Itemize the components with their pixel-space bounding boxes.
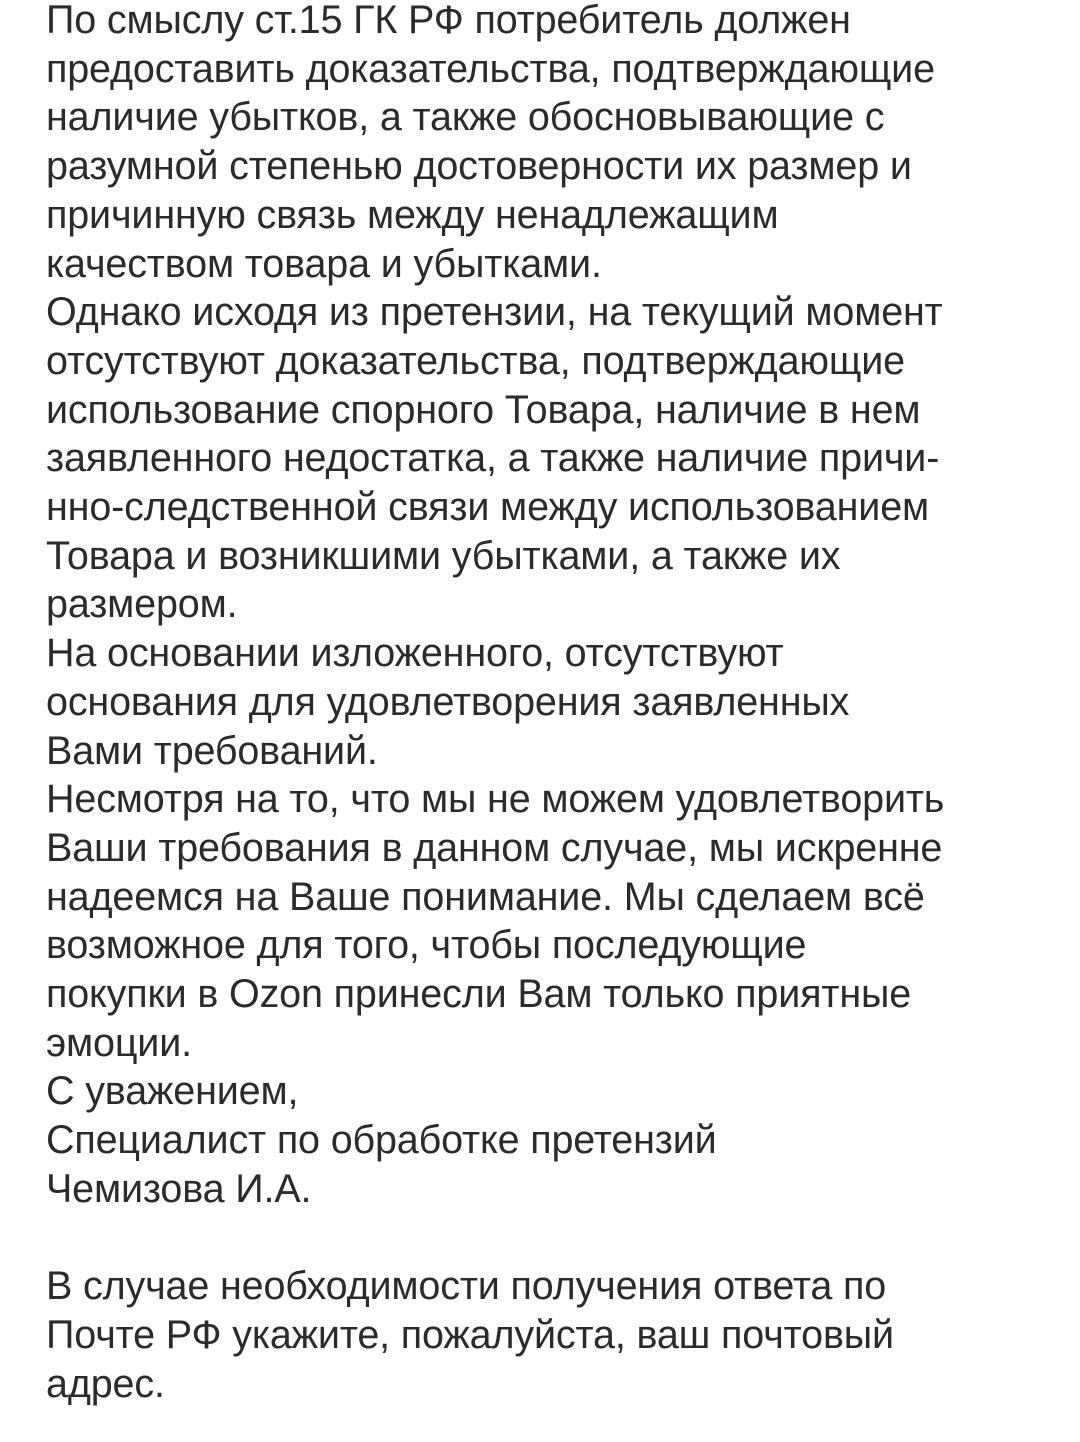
text-line: размером. bbox=[46, 582, 238, 627]
text-line: заявленного недостатка, а также наличие причи- bbox=[46, 436, 940, 481]
signature bbox=[46, 1067, 1056, 1213]
message-text bbox=[46, 0, 1056, 1408]
text-line: нно-следственной связи между использованием bbox=[46, 485, 930, 530]
text-line: покупки в Ozon принесли Вам только приятные bbox=[46, 972, 912, 1017]
text-line: Почте РФ укажите, пожалуйста, ваш почтовый bbox=[46, 1312, 894, 1357]
text-line: В случае необходимости получения ответа по bbox=[46, 1264, 887, 1309]
text-line: возможное для того, чтобы последующие bbox=[46, 923, 807, 968]
text-line: отсутствуют доказательства, подтверждающие bbox=[46, 338, 905, 383]
text-line: эмоции. bbox=[46, 1020, 192, 1065]
signature-greeting: С уважением, bbox=[46, 1069, 299, 1114]
text-line: Однако исходя из претензии, на текущий момент bbox=[46, 290, 943, 335]
text-line: Товара и возникшими убытками, а также их bbox=[46, 533, 841, 578]
paragraph-conclusion bbox=[46, 629, 1056, 775]
text-line: На основании изложенного, отсутствуют bbox=[46, 631, 784, 676]
text-line: основания для удовлетворения заявленных bbox=[46, 679, 850, 724]
paragraph-legal-basis bbox=[46, 0, 1056, 288]
text-line: надеемся на Ваше понимание. Мы сделаем всё bbox=[46, 874, 925, 919]
text-line: разумной степенью достоверности их размер и bbox=[46, 144, 912, 189]
blank-line bbox=[46, 1214, 1056, 1263]
text-line: Ваши требования в данном случае, мы искренне bbox=[46, 825, 943, 870]
paragraph-missing-evidence bbox=[46, 288, 1056, 629]
signature-position: Специалист по обработке претензий bbox=[46, 1118, 717, 1163]
paragraph-apology bbox=[46, 775, 1056, 1067]
text-line: предоставить доказательства, подтверждающие bbox=[46, 46, 935, 91]
signature-name: Чемизова И.А. bbox=[46, 1166, 312, 1211]
text-line: использование спорного Товара, наличие в нем bbox=[46, 387, 921, 432]
text-line: По смыслу ст.15 ГК РФ потребитель должен bbox=[46, 0, 851, 42]
footer-note bbox=[46, 1262, 1056, 1408]
text-line: Несмотря на то, что мы не можем удовлетворить bbox=[46, 777, 945, 822]
text-line: причинную связь между ненадлежащим bbox=[46, 192, 779, 237]
text-line: наличие убытков, а также обосновывающие с bbox=[46, 95, 885, 140]
text-line: качеством товара и убытками. bbox=[46, 241, 602, 286]
text-line: Вами требований. bbox=[46, 728, 378, 773]
text-line: адрес. bbox=[46, 1361, 165, 1406]
